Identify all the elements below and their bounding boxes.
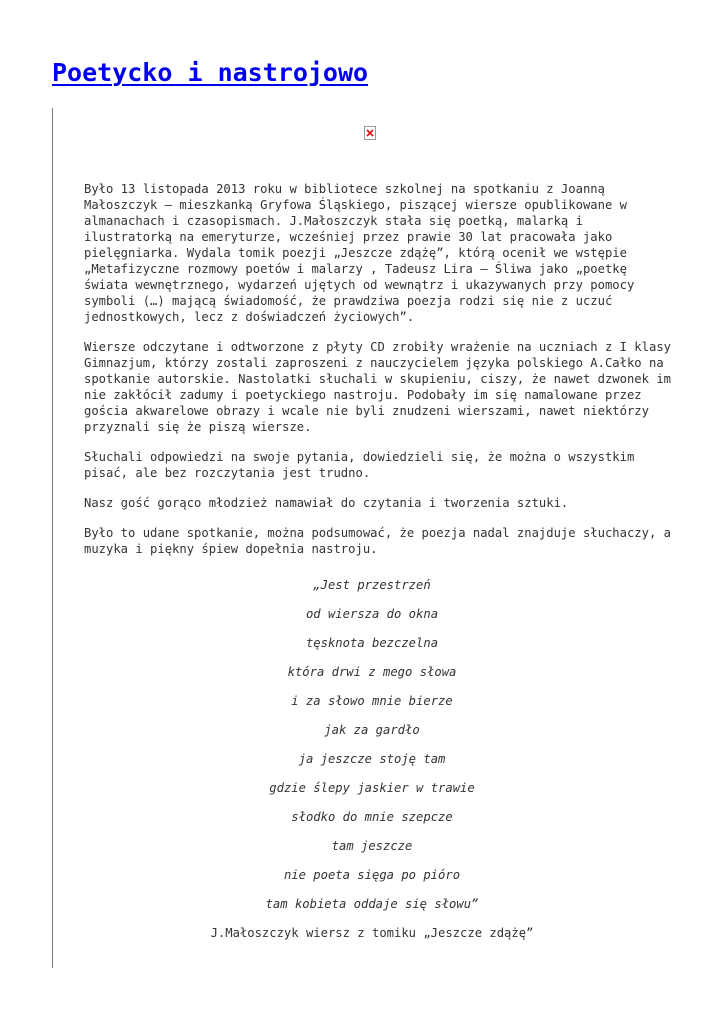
- poem-line: gdzie ślepy jaskier w trawie: [269, 781, 475, 795]
- red-x-icon: [366, 129, 374, 137]
- poem-line: ja jeszcze stoję tam: [298, 752, 446, 766]
- poem-line: która drwi z mego słowa: [287, 665, 457, 679]
- poem-signature: J.Małoszczyk wiersz z tomiku „Jeszcze zdążę”: [210, 926, 534, 940]
- poem-line: jak za gardło: [324, 723, 420, 737]
- poem-line: od wiersza do okna: [305, 607, 439, 621]
- poem-line: nie poeta sięga po pióro: [283, 868, 461, 882]
- poem-line: „Jest przestrzeń: [313, 578, 431, 592]
- article-title-link[interactable]: Poetycko i nastrojowo: [52, 58, 369, 87]
- poem-block: [84, 577, 660, 941]
- poem-line: słodko do mnie szepcze: [291, 810, 453, 824]
- article-paragraph: Było 13 listopada 2013 roku w bibliotece szkolnej na spotkaniu z Joanną Małoszczyk – mieszkanką Gryfowa Śląskiego, piszącej wiersze opublikowane w almanachach i czasopismach. J.Małoszczyk stała się poetką, malarką i ilustratorką na emeryturze, wcześniej przez prawie 30 lat pracowała jako pielęgniarka. Wydala tomik poezji „Jeszcze zdążę”, którą ocenił we wstępie „Metafizyczne rozmowy poetów i malarzy , Tadeusz Lira – Śliwa jako „poetkę świata wewnętrznego, wydarzeń ujętych od wewnątrz i ukazywanych przy pomocy symboli (…) mającą świadomość, że prawdziwa poezja rodzi się nie z uczuć jednostkowych, lecz z doświadczeń życiowych”.: [84, 182, 635, 324]
- article-body: [84, 181, 674, 571]
- poem-line: tam jeszcze: [331, 839, 413, 853]
- poem-line: tam kobieta oddaje się słowu”: [265, 897, 479, 911]
- poem-line: tęsknota bezczelna: [305, 636, 439, 650]
- content-left-rule: [52, 108, 53, 968]
- article-paragraph: Było to udane spotkanie, można podsumować, że poezja nadal znajduje słuchaczy, a muzyka i piękny śpiew dopełnia nastroju.: [84, 526, 671, 556]
- article-paragraph: Nasz gość gorąco młodzież namawiał do czytania i tworzenia sztuki.: [84, 496, 569, 510]
- broken-image-icon: [364, 126, 376, 140]
- poem-line: i za słowo mnie bierze: [291, 694, 453, 708]
- article-paragraph: Słuchali odpowiedzi na swoje pytania, dowiedzieli się, że można o wszystkim pisać, ale bez rozczytania jest trudno.: [84, 450, 635, 480]
- article-paragraph: Wiersze odczytane i odtworzone z płyty CD zrobiły wrażenie na uczniach z I klasy Gimnazjum, którzy zostali zaproszeni z nauczycielem języka polskiego A.Całko na spotkanie autorskie. Nastolatki słuchali w skupieniu, ciszy, że nawet dzwonek im nie zakłócił zadumy i poetyckiego nastroju. Podobały im się namalowane przez gościa akwarelowe obrazy i wcale nie byli znudzeni wierszami, nawet niektórzy przyznali się że piszą wiersze.: [84, 340, 671, 434]
